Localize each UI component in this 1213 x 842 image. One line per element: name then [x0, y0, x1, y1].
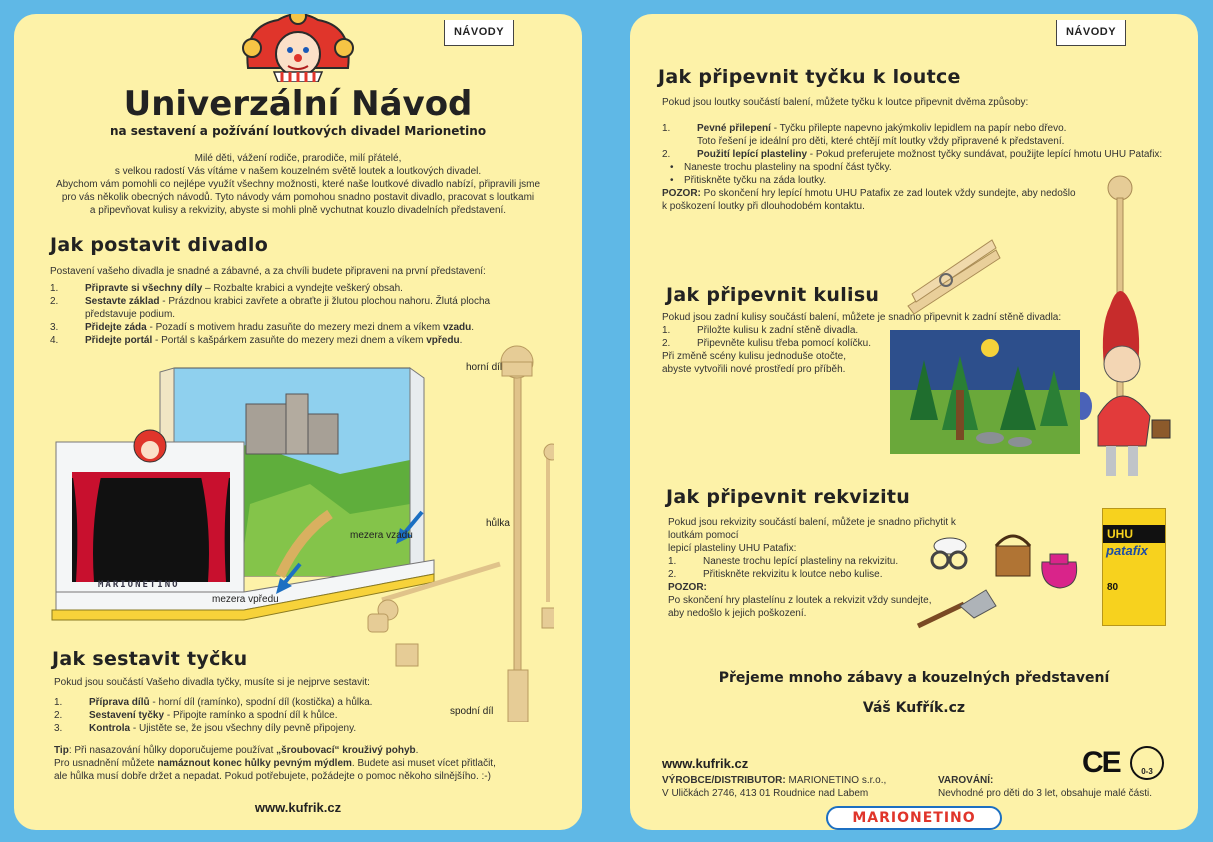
label-gap-front: mezera vpředu	[212, 594, 279, 605]
uhu-count: 80	[1107, 582, 1119, 593]
section-lead: Pokud jsou součástí Vašeho divadla tyčky, musíte si je nejprve sestavit:	[54, 677, 370, 688]
section-tag: NÁVODY	[444, 20, 514, 46]
intro-line: pro vás několik obecných návodů. Tyto návody vám pomohou snadno postavit divadlo, pracovat s loutkami	[61, 192, 535, 203]
label-top-part: horní díl	[466, 362, 503, 373]
marionetino-logo: MARIONETINO	[826, 806, 1002, 830]
age-warning-icon	[1130, 746, 1164, 780]
jester-logo	[238, 14, 358, 82]
intro-line: s velkou radostí Vás vítáme v našem kouzelném světě loutek a loutkových divadel.	[114, 166, 482, 177]
section-heading: Jak připevnit rekvizitu	[666, 486, 911, 508]
page-title: Univerzální Návod	[123, 84, 473, 124]
list-item: 3. Kontrola - Ujistěte se, že jsou všechny díly pevně připojeny.	[54, 723, 357, 734]
label-bottom-part: spodní díl	[450, 706, 494, 717]
list-item: 3. Přidejte záda - Pozadí s motivem hradu zasuňte do mezery mezi dnem a víkem vzadu.	[50, 322, 475, 333]
closing-line: Přejeme mnoho zábavy a kouzelných představení	[718, 670, 1110, 686]
stick-parts-illustration	[354, 332, 554, 722]
intro-text	[14, 152, 582, 217]
label-stick: hůlka	[486, 518, 510, 529]
uhu-patafix-package	[1102, 508, 1166, 626]
section-heading: Jak připevnit kulisu	[666, 284, 880, 306]
uhu-brand: UHU	[1103, 525, 1165, 543]
list-item: 2. Připevněte kulisu třeba pomocí kolíčku.	[662, 338, 871, 349]
theater-name: MARIONETINO	[98, 580, 180, 590]
label-gap-back: mezera vzadu	[350, 530, 413, 541]
list-item: 2. Sestavte základ - Prázdnou krabici zavřete a obraťte ji žlutou plochou nahoru. Žlutá plocha	[50, 296, 491, 307]
age-warning-label: 0-3	[1141, 767, 1153, 776]
uhu-product: patafix	[1106, 543, 1148, 558]
section-heading: Jak postavit divadlo	[50, 234, 269, 256]
list-item: 1. Přiložte kulisu k zadní stěně divadla.	[662, 325, 859, 336]
section-lead: Postavení vašeho divadla je snadné a zábavné, a za chvíli budete připraveni na první představení:	[50, 266, 486, 277]
closing-signature: Váš Kufřík.cz	[862, 700, 966, 716]
list-item: 1. Příprava dílů - horní díl (ramínko), spodní díl (kostička) a hůlka.	[54, 697, 373, 708]
forest-scenery-image	[890, 330, 1080, 454]
ce-mark: CE	[1082, 746, 1120, 779]
list-item: 2. Použití lepící plasteliny - Pokud preferujete možnost tyčky sundávat, použijte lepící hmotu UHU Patafix:	[662, 149, 1163, 160]
props-image	[910, 526, 1090, 634]
section-lead: Pokud jsou loutky součástí balení, můžete tyčku k loutce připevnit dvěma způsoby:	[662, 97, 1029, 108]
warning-line: POZOR: Po skončení hry lepící hmotu UHU Patafix ze zad loutek vždy sundejte, aby nedošlo	[662, 188, 1076, 199]
section-heading: Jak připevnit tyčku k loutce	[658, 66, 961, 88]
section-body: Pokud jsou rekvizity součástí balení, můžete je snadno přichytit k loutkám pomocí lepicí plasteliny UHU Patafix: 1. Naneste trochu lepící plasteliny na rekvizitu. 2. Přitiskněte rekvizitu k loutce nebo kulise. POZOR: Po skončení hry plastelínu z loutek a rekvizit vždy sundejte, aby nedošlo k jejich poškození.	[668, 516, 958, 620]
website-link[interactable]: www.kufrik.cz	[662, 756, 749, 771]
note-line: Při změně scény kulisu jednoduše otočte,	[662, 351, 846, 362]
tip-line: ale hůlka musí dobře držet a nepadat. Pokud potřebujete, požádejte o pomoc někoho silnějšího. :-)	[54, 771, 491, 782]
tip-line: Pro usnadnění můžete namáznout konec hůlky pevným mýdlem. Budete asi muset vícet přitlačit,	[54, 758, 496, 769]
list-item: 1. Pevné přilepení - Tyčku přilepte napevno jakýmkoliv lepidlem na papír nebo dřevo.	[662, 123, 1067, 134]
intro-line: Abychom vám pomohli co nejlépe využít všechny možnosti, které naše loutkové divadlo nabízí, připravili jsme	[55, 179, 541, 190]
list-item: 1. Naneste trochu lepící plasteliny na rekvizitu.	[668, 556, 899, 567]
intro-line: Milé děti, vážení rodiče, prarodiče, milí přátelé,	[194, 153, 402, 164]
bullet-item: • Přitiskněte tyčku na záda loutky.	[670, 175, 827, 186]
manufacturer-info: VÝROBCE/DISTRIBUTOR: MARIONETINO s.r.o., V Uličkách 2746, 413 01 Roudnice nad Labem	[662, 775, 887, 799]
warning-info: VAROVÁNÍ: Nevhodné pro děti do 3 let, obsahuje malé části.	[938, 775, 1153, 799]
intro-line: a připevňovat kulisy a rekvizity, abyste si mohli plně vychutnat kouzlo divadelních představení.	[89, 205, 507, 216]
list-item: představuje podium.	[85, 309, 176, 320]
list-item: 2. Sestavení tyčky - Připojte ramínko a spodní díl k hůlce.	[54, 710, 338, 721]
warning-line: k poškození loutky při dlouhodobém kontaktu.	[662, 201, 865, 212]
list-item: 2. Přitiskněte rekvizitu k loutce nebo kulise.	[668, 569, 883, 580]
note-line: abyste vytvořili nové prostředí pro příběh.	[662, 364, 846, 375]
section-tag: NÁVODY	[1056, 20, 1126, 46]
bullet-item: • Naneste trochu plasteliny na spodní část tyčky.	[670, 162, 892, 173]
section-heading: Jak sestavit tyčku	[52, 648, 248, 670]
left-page	[14, 14, 582, 830]
tip-block	[54, 744, 534, 783]
steps-list	[662, 324, 902, 376]
tip-line: Tip: Při nasazování hůlky doporučujeme používat „šroubovací“ krouživý pohyb.	[54, 745, 419, 756]
list-item: Toto řešení je ideální pro děti, které chtějí mít loutky vždy připravené k představení.	[697, 136, 1065, 147]
section-lead: Pokud jsou zadní kulisy součástí balení, můžete je snadno připevnit k zadní stěně divadla:	[662, 312, 1062, 323]
list-item: 1. Připravte si všechny díly – Rozbalte krabici a vyndejte veškerý obsah.	[50, 283, 403, 294]
list-item: 4. Přidejte portál - Portál s kašpárkem zasuňte do mezery mezi dnem a víkem vpředu.	[50, 335, 463, 346]
website-link[interactable]: www.kufrik.cz	[254, 800, 342, 815]
puppet-image	[1070, 166, 1180, 492]
right-page	[630, 14, 1198, 830]
page-subtitle: na sestavení a požívání loutkových divadel Marionetino	[109, 124, 487, 138]
clothespin-image	[902, 236, 1002, 318]
steps-list	[54, 696, 414, 735]
